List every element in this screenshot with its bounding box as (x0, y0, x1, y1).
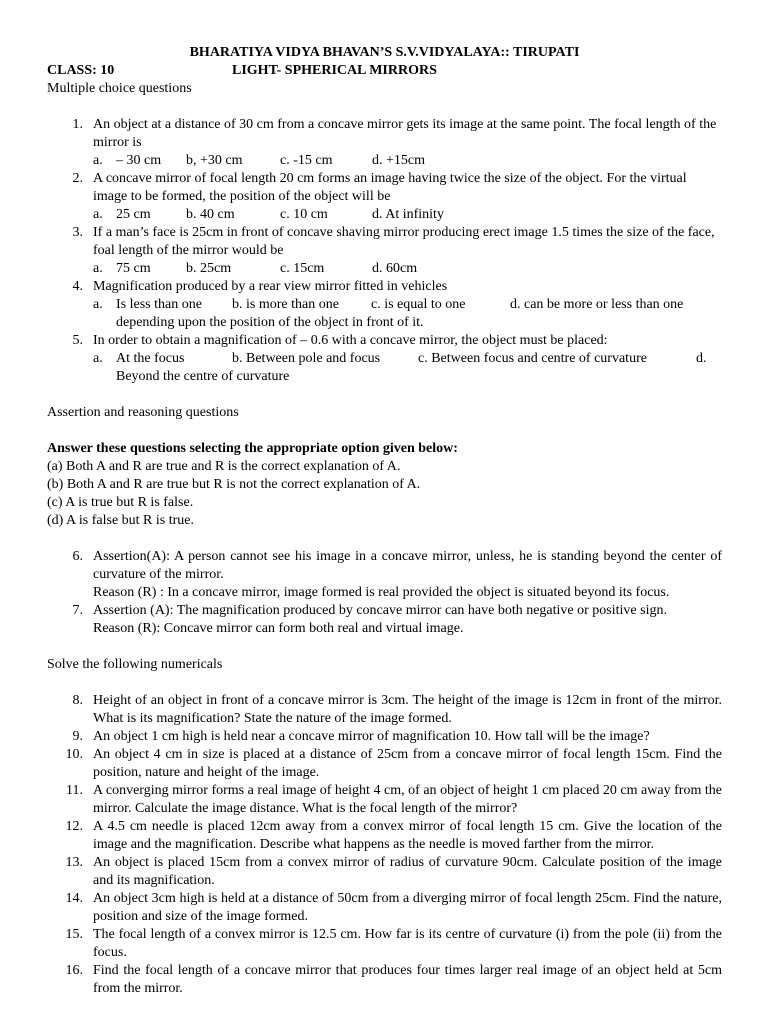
question-text: Magnification produced by a rear view mirror fitted in vehicles (93, 279, 448, 294)
question-3-options (47, 260, 722, 278)
assertion-choice-c: (c) A is true but R is false. (47, 495, 194, 510)
question-9 (47, 728, 722, 746)
option-marker: a. (93, 153, 103, 168)
assertion-choice-d: (d) A is false but R is true. (47, 513, 194, 528)
topic-title: LIGHT- SPHERICAL MIRRORS (232, 63, 437, 78)
question-number: 9. (72, 729, 83, 744)
question-15 (47, 926, 722, 962)
question-text: An object 1 cm high is held near a concave mirror of magnification 10. How tall will be the image? (93, 729, 650, 744)
question-number: 13. (65, 855, 83, 870)
question-text: The focal length of a convex mirror is 12.5 cm. How far is its centre of curvature (i) from the pole (ii) from the focus. (93, 927, 722, 960)
numericals-heading: Solve the following numericals (47, 657, 223, 672)
question-12 (47, 818, 722, 854)
question-5 (47, 332, 722, 350)
option-b: b. 40 cm (186, 207, 235, 222)
question-number: 10. (65, 747, 83, 762)
question-16 (47, 962, 722, 998)
option-a: At the focus (116, 351, 185, 366)
option-d: d. can be more or less than one (510, 297, 684, 312)
option-marker: a. (93, 351, 103, 366)
option-d: d. 60cm (372, 261, 418, 276)
question-4-options-cont (47, 314, 722, 332)
class-label: CLASS: 10 (47, 63, 115, 78)
question-text: An object at a distance of 30 cm from a concave mirror gets its image at the same point. The focal length of the mirror is (93, 117, 717, 150)
question-4-options (47, 296, 722, 314)
option-marker: a. (93, 207, 103, 222)
question-3 (47, 224, 722, 260)
question-6 (47, 548, 722, 602)
question-5-options (47, 350, 722, 368)
option-c: c. -15 cm (280, 153, 333, 168)
reason-text: Reason (R): Concave mirror can form both real and virtual image. (93, 621, 464, 636)
question-number: 1. (72, 117, 83, 132)
assertion-choice-b: (b) Both A and R are true but R is not the correct explanation of A. (47, 477, 421, 492)
option-c: c. 10 cm (280, 207, 328, 222)
question-1-options (47, 152, 722, 170)
option-a: Is less than one (116, 297, 202, 312)
question-number: 16. (65, 963, 83, 978)
question-number: 6. (72, 549, 83, 564)
option-a: – 30 cm (116, 153, 162, 168)
question-number: 4. (72, 279, 83, 294)
school-title: BHARATIYA VIDYA BHAVAN’S S.V.VIDYALAYA:: TIRUPATI (189, 45, 580, 60)
question-text: A converging mirror forms a real image of height 4 cm, of an object of height 1 cm placed 20 cm away from the mirror. Calculate the image distance. What is the focal length of the mirror? (93, 783, 722, 816)
option-a: 75 cm (116, 261, 151, 276)
question-text: If a man’s face is 25cm in front of concave shaving mirror producing erect image 1.5 times the size of the face, foal length of the mirror would be (93, 225, 715, 258)
question-text: A 4.5 cm needle is placed 12cm away from a convex mirror of focal length 15 cm. Give the location of the image and the magnification. Describe what happens as the needle is moved farther from the mirror. (93, 819, 722, 852)
option-marker: a. (93, 297, 103, 312)
question-text: In order to obtain a magnification of – 0.6 with a concave mirror, the object must be placed: (93, 333, 608, 348)
assertion-text: Assertion (A): The magnification produced by concave mirror can have both negative or positive sign. (93, 603, 667, 618)
question-text: Find the focal length of a concave mirror that produces four times larger real image of an object held at 5cm from the mirror. (93, 963, 722, 996)
question-7 (47, 602, 722, 638)
question-number: 12. (65, 819, 83, 834)
question-number: 7. (72, 603, 83, 618)
option-d-continued: depending upon the position of the object in front of it. (116, 315, 424, 330)
question-4 (47, 278, 722, 296)
question-13 (47, 854, 722, 890)
assertion-heading: Assertion and reasoning questions (47, 405, 239, 420)
question-2 (47, 170, 722, 206)
option-c: c. is equal to one (371, 297, 466, 312)
question-text: An object 3cm high is held at a distance of 50cm from a diverging mirror of focal length 25cm. Find the nature, position and size of the image formed. (93, 891, 722, 924)
question-text: Height of an object in front of a concave mirror is 3cm. The height of the image is 12cm in front of the mirror. What is its magnification? State the nature of the image formed. (93, 693, 722, 726)
question-number: 2. (72, 171, 83, 186)
option-d-marker: d. (696, 351, 707, 366)
option-marker: a. (93, 261, 103, 276)
question-8 (47, 692, 722, 728)
question-1 (47, 116, 722, 152)
question-5-options-cont (47, 368, 722, 386)
option-b: b, +30 cm (186, 153, 243, 168)
question-text: A concave mirror of focal length 20 cm forms an image having twice the size of the object. For the virtual image to be formed, the position of the object will be (93, 171, 687, 204)
option-c: c. Between focus and centre of curvature (418, 351, 647, 366)
question-number: 15. (65, 927, 83, 942)
option-a: 25 cm (116, 207, 151, 222)
question-number: 14. (65, 891, 83, 906)
option-d: d. +15cm (372, 153, 425, 168)
reason-text: Reason (R) : In a concave mirror, image formed is real provided the object is situated beyond its focus. (93, 585, 670, 600)
question-number: 11. (66, 783, 83, 798)
option-b: b. Between pole and focus (232, 351, 381, 366)
option-d: d. At infinity (372, 207, 444, 222)
question-text: An object is placed 15cm from a convex mirror of radius of curvature 90cm. Calculate position of the image and its magnification. (93, 855, 722, 888)
option-c: c. 15cm (280, 261, 325, 276)
option-b: b. is more than one (232, 297, 339, 312)
question-number: 8. (72, 693, 83, 708)
question-2-options (47, 206, 722, 224)
question-11 (47, 782, 722, 818)
assertion-choice-a: (a) Both A and R are true and R is the correct explanation of A. (47, 459, 401, 474)
option-d: Beyond the centre of curvature (116, 369, 290, 384)
worksheet-page (47, 44, 722, 998)
mcq-heading: Multiple choice questions (47, 81, 192, 96)
question-number: 5. (72, 333, 83, 348)
assertion-instruction: Answer these questions selecting the appropriate option given below: (47, 441, 458, 456)
option-b: b. 25cm (186, 261, 232, 276)
question-text: An object 4 cm in size is placed at a distance of 25cm from a concave mirror of focal length 15cm. Find the position, nature and height of the image. (93, 747, 722, 780)
question-number: 3. (72, 225, 83, 240)
assertion-text: Assertion(A): A person cannot see his image in a concave mirror, unless, he is standing beyond the center of curvature of the mirror. (93, 549, 722, 582)
question-14 (47, 890, 722, 926)
class-row (47, 62, 722, 80)
question-10 (47, 746, 722, 782)
